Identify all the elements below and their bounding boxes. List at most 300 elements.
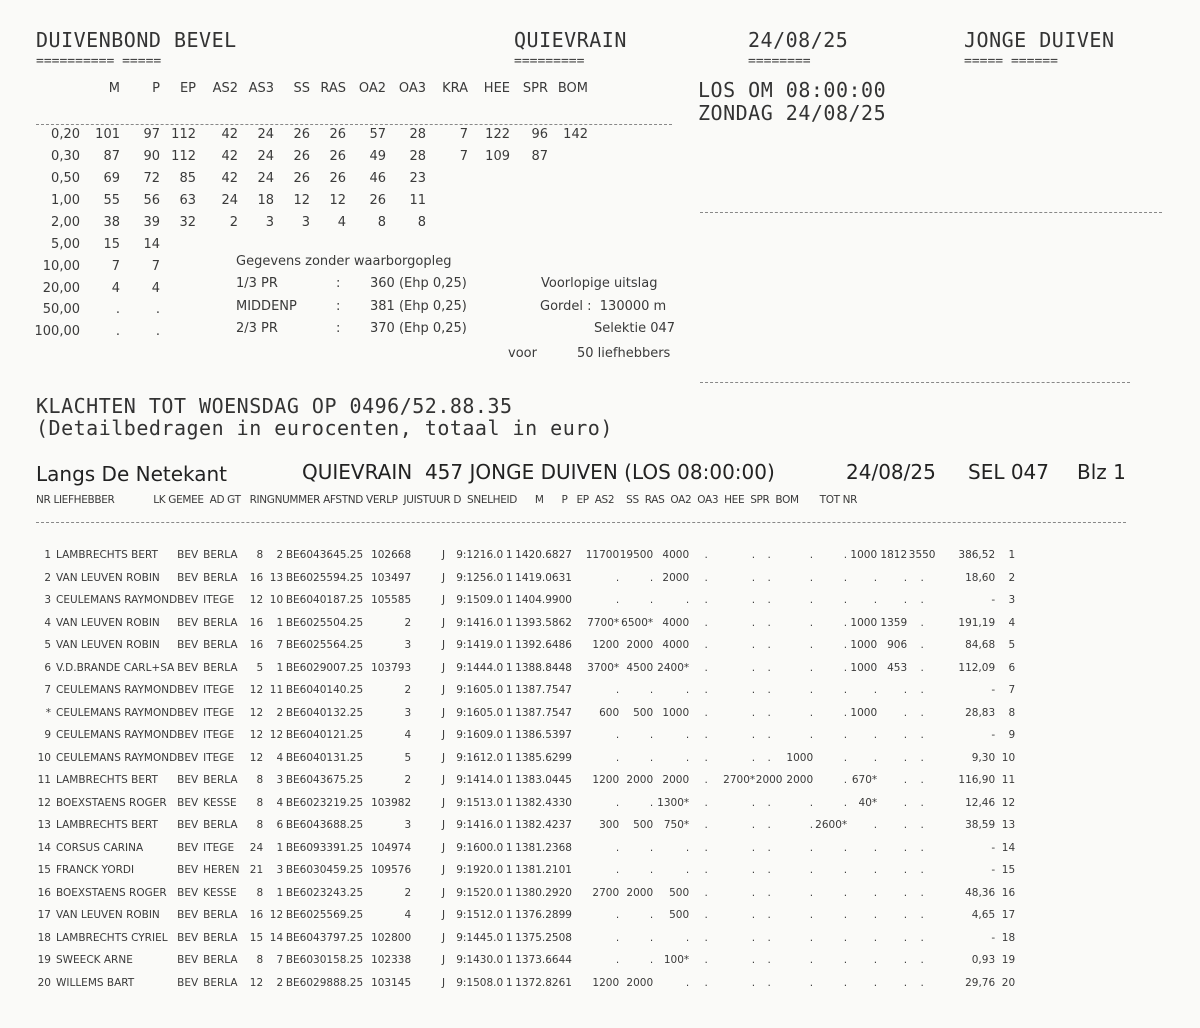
stats-value <box>426 211 468 233</box>
result-cell: 103497 <box>371 571 412 584</box>
result-cell: 2400* <box>657 661 690 674</box>
result-cell: 103145 <box>371 976 412 989</box>
stats-value: 24 <box>257 171 274 187</box>
result-cell: 15 <box>249 931 264 944</box>
page-number: Blz 1 <box>1077 460 1126 484</box>
stats-column-header: AS2 <box>212 81 238 97</box>
result-cell: - <box>991 684 996 697</box>
result-cell: 5 <box>404 751 412 764</box>
result-cell: 3 <box>404 639 412 652</box>
result-cell: 4 <box>1008 616 1016 629</box>
result-cell: 2000 <box>786 774 814 787</box>
result-cell: . <box>767 594 771 607</box>
result-cell: BERLA <box>203 571 238 584</box>
stats-value: 18 <box>257 193 274 208</box>
result-cell: 9:1609.0 <box>456 729 504 742</box>
result-cell: BE6093391.25 <box>285 841 364 854</box>
result-cell: BERLA <box>203 976 238 989</box>
result-cell: . <box>649 864 654 877</box>
result-cell: ITEGE <box>203 684 235 697</box>
result-cell: 19 <box>37 954 51 967</box>
result-cell: 9:1512.0 <box>456 909 504 922</box>
prize-value-1: 360 (Ehp 0,25) <box>370 276 467 291</box>
result-row <box>36 679 1015 702</box>
result-cell: 1 <box>505 571 513 584</box>
result-cell: 1 <box>1008 549 1016 562</box>
result-cell: . <box>920 909 924 922</box>
result-cell: 19 <box>1001 954 1016 967</box>
stats-stake: 1,00 <box>51 193 80 208</box>
result-cell: BE6043688.25 <box>285 819 364 832</box>
result-cell: 8 <box>256 886 264 899</box>
stats-value <box>426 168 468 190</box>
stats-value: 23 <box>409 171 426 187</box>
result-cell: 2700 <box>592 886 620 899</box>
result-cell: 1 <box>505 594 513 607</box>
result-cell: 8 <box>256 954 264 967</box>
stats-column-header: AS3 <box>248 81 274 97</box>
stats-value: 90 <box>143 149 160 165</box>
result-cell: 1 <box>505 639 513 652</box>
stats-value: 28 <box>409 127 426 143</box>
result-cell: 4,65 <box>971 909 996 922</box>
result-cell: . <box>751 909 756 922</box>
result-cell: . <box>920 706 924 719</box>
result-cell: BE6030158.25 <box>285 954 364 967</box>
result-cell: J <box>442 886 446 899</box>
result-cell: . <box>809 819 814 832</box>
result-cell: 20 <box>1001 976 1016 989</box>
result-cell: 102338 <box>371 954 412 967</box>
result-cell: . <box>767 796 771 809</box>
result-row <box>36 882 1015 905</box>
stats-value: . <box>115 302 120 318</box>
result-cell: 2700* <box>723 774 756 787</box>
result-cell: . <box>751 931 756 944</box>
result-cell: 1 <box>505 796 513 809</box>
race-place: QUIEVRAIN <box>514 28 627 52</box>
result-row <box>36 814 1015 837</box>
result-cell: J <box>442 639 446 652</box>
prize-stats-table <box>28 78 588 343</box>
stats-value: 55 <box>103 193 120 208</box>
stats-column-header: KRA <box>442 81 468 97</box>
result-cell: 2 <box>276 976 284 989</box>
stats-row <box>28 233 588 255</box>
result-cell: BE6023219.25 <box>285 796 364 809</box>
result-row <box>36 837 1015 860</box>
result-cell: 11700 <box>585 549 620 562</box>
result-cell: 1200 <box>592 639 620 652</box>
amounts-note: (Detailbedragen in eurocenten, totaal in euro) <box>36 416 613 440</box>
result-cell: ITEGE <box>203 729 235 742</box>
result-cell: 1381.2101 <box>515 864 572 877</box>
result-cell: 9:1508.0 <box>456 976 504 989</box>
result-cell: LAMBRECHTS BERT <box>56 774 158 787</box>
result-cell: 2000 <box>626 639 654 652</box>
result-cell: 500 <box>669 886 690 899</box>
result-cell: . <box>843 549 848 562</box>
result-cell: . <box>767 706 771 719</box>
org-name: DUIVENBOND BEVEL <box>36 28 237 52</box>
stats-value: . <box>115 324 120 340</box>
result-cell: 100* <box>663 954 690 967</box>
result-cell: BEV <box>177 706 199 719</box>
result-cell: . <box>920 976 924 989</box>
result-cell: - <box>991 864 996 877</box>
result-cell: BEV <box>177 616 199 629</box>
result-cell: 1380.2920 <box>515 886 572 899</box>
stats-value: 101 <box>95 127 120 143</box>
result-cell: BEV <box>177 684 199 697</box>
result-cell: . <box>809 909 814 922</box>
result-cell: . <box>920 886 924 899</box>
prize-label-2: MIDDENP <box>236 299 297 314</box>
result-cell: . <box>649 571 654 584</box>
result-cell: . <box>809 954 814 967</box>
stats-divider <box>36 124 672 125</box>
stats-value: 39 <box>143 214 160 230</box>
result-cell: 84,68 <box>965 639 996 652</box>
result-cell: . <box>903 886 908 899</box>
stats-column-header: M <box>108 81 120 97</box>
stats-value: 26 <box>329 149 346 165</box>
result-cell: . <box>767 976 771 989</box>
result-cell: . <box>685 684 690 697</box>
result-cell: 3 <box>404 819 412 832</box>
result-cell: . <box>920 841 924 854</box>
result-cell: . <box>615 796 620 809</box>
result-cell: . <box>704 819 708 832</box>
result-cell: . <box>685 976 690 989</box>
stats-value <box>510 168 548 190</box>
stats-row <box>28 299 588 321</box>
result-cell: . <box>920 774 924 787</box>
result-cell: 19500 <box>619 549 654 562</box>
result-cell: 4 <box>276 796 284 809</box>
result-row <box>36 859 1015 882</box>
result-cell: 9:1920.0 <box>456 864 504 877</box>
result-cell: . <box>767 571 771 584</box>
result-cell: . <box>809 931 814 944</box>
result-cell: . <box>704 796 708 809</box>
result-cell: J <box>442 931 446 944</box>
result-cell: . <box>704 639 708 652</box>
result-cell: CEULEMANS RAYMOND <box>56 684 178 697</box>
result-cell: . <box>920 796 924 809</box>
result-cell: 1373.6644 <box>515 954 572 967</box>
result-cell: BE6040187.25 <box>285 594 364 607</box>
result-cell: 15 <box>1001 864 1016 877</box>
result-cell: 1 <box>505 751 513 764</box>
stats-value: 26 <box>293 149 310 165</box>
result-cell: 3 <box>44 594 51 607</box>
stats-row <box>28 277 588 299</box>
result-cell: 9:1520.0 <box>456 886 504 899</box>
result-cell: . <box>843 616 848 629</box>
result-cell: 1 <box>505 774 513 787</box>
result-cell: . <box>920 819 924 832</box>
result-cell: . <box>920 616 924 629</box>
result-cell: LAMBRECHTS BERT <box>56 819 158 832</box>
stats-value: 42 <box>221 149 238 165</box>
result-cell: SWEECK ARNE <box>56 954 133 967</box>
result-row <box>36 612 1015 635</box>
result-cell: 9:1600.0 <box>456 841 504 854</box>
stats-value: 7 <box>151 258 160 274</box>
result-cell: BE6040121.25 <box>285 729 364 742</box>
result-cell: 12 <box>269 909 284 922</box>
result-cell: 1404.9900 <box>515 594 572 607</box>
result-cell: 3550 <box>908 549 936 562</box>
result-cell: 1372.8261 <box>515 976 572 989</box>
result-cell: 12 <box>249 729 264 742</box>
result-cell: 10 <box>269 594 284 607</box>
result-cell: 16 <box>1001 886 1016 899</box>
stats-value: 24 <box>221 193 238 208</box>
result-cell: . <box>903 819 908 832</box>
result-cell: 1200 <box>592 976 620 989</box>
result-cell: . <box>704 954 708 967</box>
result-cell: J <box>442 819 446 832</box>
result-cell: . <box>767 931 771 944</box>
result-cell: 1388.8448 <box>515 661 572 674</box>
result-cell: - <box>991 931 996 944</box>
result-cell: BERLA <box>203 774 238 787</box>
result-cell: 7 <box>276 954 284 967</box>
result-cell: BERLA <box>203 549 238 562</box>
result-cell: 10 <box>1001 751 1016 764</box>
result-cell: 2 <box>1008 571 1016 584</box>
result-cell: . <box>873 931 878 944</box>
result-cell: BEV <box>177 841 199 854</box>
result-row <box>36 904 1015 927</box>
result-cell: J <box>442 549 446 562</box>
fancier-count: 50 liefhebbers <box>577 346 671 361</box>
result-cell: 9:1513.0 <box>456 796 504 809</box>
result-cell: 9:1256.0 <box>456 571 504 584</box>
stats-stake: 0,20 <box>51 127 80 143</box>
result-cell: . <box>873 571 878 584</box>
stats-column-header: OA2 <box>358 81 386 97</box>
result-cell: 16 <box>249 909 264 922</box>
result-cell: . <box>843 729 848 742</box>
result-cell: . <box>767 819 771 832</box>
result-cell: 2 <box>404 774 412 787</box>
race-date: 24/08/25 <box>748 28 849 52</box>
stats-row <box>28 190 588 212</box>
stats-spacer-row <box>28 100 588 124</box>
stats-value: 12 <box>329 193 346 208</box>
results-table <box>36 544 1015 994</box>
stats-value: 14 <box>143 236 160 252</box>
result-cell: . <box>809 841 814 854</box>
result-cell: . <box>903 684 908 697</box>
result-cell: 20 <box>37 976 51 989</box>
stats-stake: 100,00 <box>34 324 80 340</box>
result-cell: CORSUS CARINA <box>56 841 144 854</box>
stats-value: 24 <box>257 127 274 143</box>
stats-row <box>28 321 588 343</box>
result-cell: 24 <box>249 841 264 854</box>
result-cell: . <box>704 909 708 922</box>
result-cell: 9:1416.0 <box>456 616 504 629</box>
result-cell: 9:1612.0 <box>456 751 504 764</box>
result-cell: 4000 <box>662 616 690 629</box>
result-cell: . <box>843 976 848 989</box>
result-cell: . <box>615 729 620 742</box>
result-cell: BEV <box>177 886 199 899</box>
result-cell: 600 <box>599 706 620 719</box>
stats-value: 42 <box>221 171 238 187</box>
result-row <box>36 927 1015 950</box>
result-cell: 1 <box>505 976 513 989</box>
result-cell: . <box>751 751 756 764</box>
stats-value: 26 <box>369 193 386 208</box>
result-cell: 1386.5397 <box>515 729 572 742</box>
result-cell: 1 <box>505 706 513 719</box>
stats-value: 12 <box>293 193 310 208</box>
result-cell: VAN LEUVEN ROBIN <box>56 639 160 652</box>
result-cell: BERLA <box>203 616 238 629</box>
result-cell: 1 <box>505 549 513 562</box>
result-cell: . <box>873 886 878 899</box>
result-cell: . <box>767 661 771 674</box>
result-cell: 2 <box>404 684 412 697</box>
result-cell: . <box>704 661 708 674</box>
result-cell: 3700* <box>587 661 620 674</box>
result-cell: . <box>843 706 848 719</box>
result-cell: 9 <box>1008 729 1016 742</box>
result-cell: BEV <box>177 571 199 584</box>
result-cell: 4000 <box>662 549 690 562</box>
result-cell: 3 <box>1008 594 1016 607</box>
stats-value: 57 <box>369 127 386 143</box>
result-cell: 105585 <box>371 594 412 607</box>
date-underline: ======== <box>748 54 811 69</box>
result-cell: . <box>704 774 708 787</box>
result-cell: . <box>903 774 908 787</box>
result-cell: 9:1430.0 <box>456 954 504 967</box>
result-cell: * <box>45 706 51 719</box>
stats-stake-header <box>28 78 80 100</box>
result-cell: VAN LEUVEN ROBIN <box>56 909 160 922</box>
result-cell: ITEGE <box>203 706 235 719</box>
result-cell: 8 <box>256 774 264 787</box>
result-cell: . <box>615 594 620 607</box>
stats-stake: 0,50 <box>51 171 80 187</box>
result-cell: 8 <box>256 549 264 562</box>
result-cell: 2000 <box>662 774 690 787</box>
result-cell: . <box>809 594 814 607</box>
result-cell: . <box>920 954 924 967</box>
category-underline: ===== ====== <box>964 54 1058 69</box>
result-cell: . <box>704 841 708 854</box>
complaints-line: KLACHTEN TOT WOENSDAG OP 0496/52.88.35 <box>36 394 513 418</box>
result-cell: . <box>704 864 708 877</box>
result-cell: ITEGE <box>203 841 235 854</box>
result-cell: 2000 <box>626 886 654 899</box>
stats-stake: 20,00 <box>42 280 80 296</box>
result-cell: J <box>442 774 446 787</box>
result-cell: BEV <box>177 976 199 989</box>
result-cell: BERLA <box>203 909 238 922</box>
result-cell: . <box>704 549 708 562</box>
result-cell: . <box>903 729 908 742</box>
result-cell: 906 <box>887 639 908 652</box>
result-cell: BEV <box>177 796 199 809</box>
right-divider-2 <box>700 382 1130 383</box>
result-row <box>36 747 1015 770</box>
result-row <box>36 769 1015 792</box>
result-cell: 1000 <box>850 639 878 652</box>
stats-value: 63 <box>179 193 196 208</box>
result-cell: 6 <box>1008 661 1016 674</box>
stats-value <box>426 190 468 212</box>
result-cell: 9 <box>44 729 51 742</box>
result-cell: . <box>704 976 708 989</box>
result-row <box>36 567 1015 590</box>
result-cell: . <box>873 909 878 922</box>
result-cell: BE6043797.25 <box>285 931 364 944</box>
place-underline: ========= <box>514 54 585 69</box>
stats-value: 72 <box>143 171 160 187</box>
result-cell: . <box>649 729 654 742</box>
result-cell: 1000 <box>786 751 814 764</box>
result-cell: 4 <box>44 616 51 629</box>
result-cell: 1000 <box>662 706 690 719</box>
result-cell: 8 <box>1008 706 1016 719</box>
stats-value: 122 <box>485 127 510 143</box>
result-cell: BEV <box>177 774 199 787</box>
result-cell: 9:1605.0 <box>456 684 504 697</box>
result-cell: 13 <box>1001 819 1016 832</box>
result-cell: 1000 <box>850 616 878 629</box>
result-cell: . <box>843 841 848 854</box>
result-cell: . <box>809 796 814 809</box>
result-cell: 2600* <box>815 819 848 832</box>
stats-value: 49 <box>369 149 386 165</box>
result-cell: . <box>704 931 708 944</box>
result-cell: . <box>767 616 771 629</box>
org-underline: ========== ===== <box>36 54 162 69</box>
result-cell: . <box>751 661 756 674</box>
result-cell: 7 <box>44 684 51 697</box>
result-cell: 4000 <box>662 639 690 652</box>
result-cell: 102668 <box>371 549 412 562</box>
result-cell: LAMBRECHTS BERT <box>56 549 158 562</box>
result-cell: . <box>615 571 620 584</box>
stats-value: 87 <box>531 149 548 165</box>
result-cell: . <box>903 864 908 877</box>
result-cell: 11 <box>1001 774 1016 787</box>
result-cell: BE6025504.25 <box>285 616 364 629</box>
results-selection: SEL 047 <box>968 460 1050 484</box>
result-cell: 116,90 <box>958 774 996 787</box>
result-cell: . <box>809 684 814 697</box>
prize-sep-2: : <box>336 299 341 314</box>
result-cell: . <box>615 909 620 922</box>
result-cell: 13 <box>269 571 284 584</box>
result-cell: 9:1419.0 <box>456 639 504 652</box>
result-cell: . <box>873 751 878 764</box>
stats-value <box>548 190 588 212</box>
stats-column-header: P <box>152 81 160 97</box>
result-cell: 104974 <box>371 841 412 854</box>
result-cell: 4 <box>404 729 412 742</box>
stats-value: 97 <box>143 127 160 143</box>
result-cell: BE6040140.25 <box>285 684 364 697</box>
